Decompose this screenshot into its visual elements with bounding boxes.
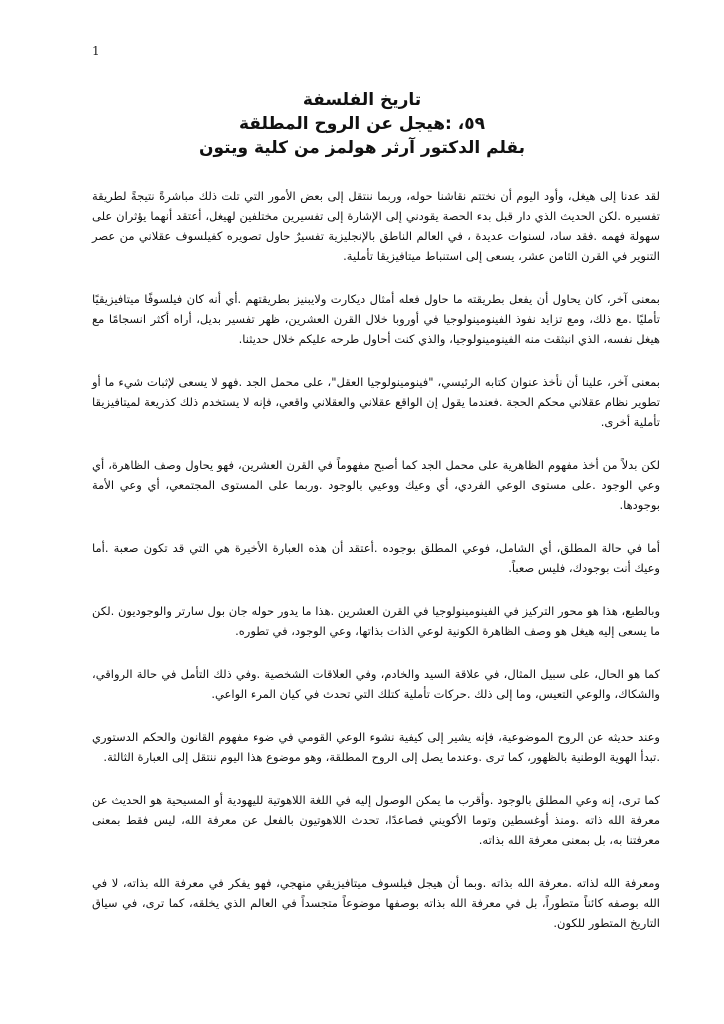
paragraph-2: بمعنى آخر، كان يحاول أن يفعل بطريقته ما حاول فعله أمثال ديكارت ولايبنيز بطريقتهم .أي أنه كان فيلسوفًا ميتافيزيقيًا تأمليًا .مع ذلك، ومع تزايد نفوذ الفينومينولوجيا في أوروبا خلال القرن العشرين، ظهر تفسير بديل، أراه أكثر انسجامًا مع هيغل نفسه، الذي انبثقت منه الفينومينولوجيا، والذي كنت أحاول طرحه عليكم خلال حديثنا. <box>92 292 660 346</box>
paragraph-1: لقد عدنا إلى هيغل، وأود اليوم أن نختتم نقاشنا حوله، وربما ننتقل إلى بعض الأمور التي تلت ذلك مباشرةً نتيجةً لطريقة تفسيره .لكن الحديث الذي دار قبل بدء الحصة يقودني إلى الإشارة إلى تفسيرين مختلفين لهيغل، أعتقد أنهما يؤثران على سهولة فهمه .فقد ساد، لسنوات عديدة ، في العالم الناطق بالإنجليزية تفسيرٌ حاول تصويره كفيلسوف عقلاني من عصر التنوير في القرن الثامن عشر، يسعى إلى استنباط ميتافيزيقا تأملية. <box>92 189 660 263</box>
paragraph-9: كما ترى، إنه وعي المطلق بالوجود .وأقرب ما يمكن الوصول إليه في اللغة اللاهوتية لليهودية أو المسيحية هو الحديث عن معرفة الله ذاته .ومنذ أوغسطين وتوما الأكويني فصاعدًا، تحدث اللاهوتيون بالفعل عن معرفة الله، ليس فقط بمعنى معرفتنا به، بل بمعنى معرفة الله بذاته. <box>92 793 660 847</box>
page-number: 1 <box>92 44 100 58</box>
paragraph-5: أما في حالة المطلق، أي الشامل، فوعي المطلق بوجوده .أعتقد أن هذه العبارة الأخيرة هي التي قد تكون صعبة .أما وعيك أنت بوجودك، فليس صعباً. <box>92 541 660 575</box>
paragraph-3: بمعنى آخر، علينا أن نأخذ عنوان كتابه الرئيسي، "فينومينولوجيا العقل"، على محمل الجد .فهو لا يسعى لإثبات شيء ما أو تطوير نظام عقلاني محكم الحجة .فعندما يقول إن الواقع عقلاني والعقلاني واقعي، فإنه لا يستخدم ذلك كذريعة لميتافيزيقا تأملية أخرى. <box>92 375 660 429</box>
body-text <box>92 186 660 956</box>
paragraph-7: كما هو الحال، على سبيل المثال، في علاقة السيد والخادم، وفي العلاقات الشخصية .وفي ذلك التأمل في حالة الرواقي، والشكاك، والوعي التعيس، وما إلى ذلك .حركات تأملية كتلك التي تحدث في كيان المرء الواعي. <box>92 667 660 701</box>
title-block <box>60 88 664 160</box>
paragraph-8: وعند حديثه عن الروح الموضوعية، فإنه يشير إلى كيفية نشوء الوعي القومي في ضوء مفهوم القانون والحكم الدستوري .تبدأ الهوية الوطنية بالظهور، كما ترى .وعندما يصل إلى الروح المطلقة، وهو موضوع هذا اليوم ننتقل إلى العبارة الثالثة. <box>92 730 660 764</box>
paragraph-6: وبالطبع، هذا هو محور التركيز في الفينومينولوجيا في القرن العشرين .هذا ما يدور حوله جان بول سارتر والوجوديون .لكن ما يسعى إليه هيغل هو وصف الظاهرة الكونية لوعي الذات بذاتها، وعي الوجود، في تطوره. <box>92 604 660 638</box>
lecture-subtitle: ٥٩، :هيجل عن الروح المطلقة <box>238 114 485 134</box>
paragraph-4: لكن بدلاً من أخذ مفهوم الظاهرية على محمل الجد كما أصبح مفهوماً في القرن العشرين، فهو يحاول وصف الظاهرة، أي وعي الوجود .على مستوى الوعي الفردي، أي وعيك ووعيي بالوجود .وربما على المستوى المجتمعي، أي وعي الأمة بوجودها. <box>92 458 660 512</box>
paragraph-10: ومعرفة الله لذاته .معرفة الله بذاته .وبما أن هيجل فيلسوف ميتافيزيقي منهجي، فهو يفكر في معرفة الله بذاته، لا في الله بوصفه كائناً متطوراً، بل في معرفة الله بذاته بوصفها موضوعاً متجسداً في العالم الذي يخلقه، كما ترى، في سياق التاريخ المتطور للكون. <box>92 876 660 930</box>
document-title: تاريخ الفلسفة <box>302 90 422 110</box>
author-line: بقلم الدكتور آرثر هولمز من كلية ويتون <box>198 138 526 158</box>
